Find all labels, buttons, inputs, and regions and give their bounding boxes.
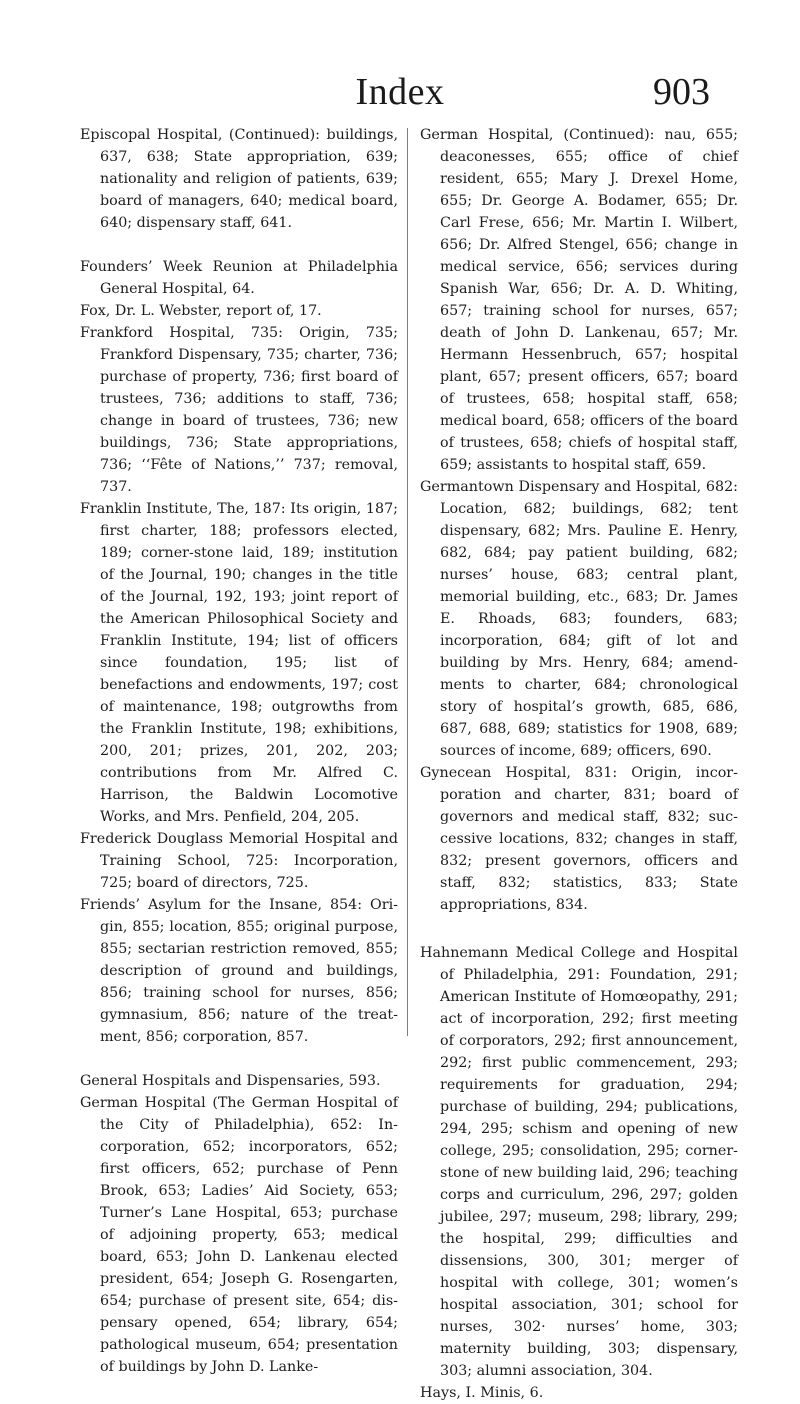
index-entry: General Hospitals and Dispensaries, 593. xyxy=(80,1073,381,1089)
index-entry: Hahnemann Medical College and Hospital of Philadelphia, 291: Foundation, 291; American Institute of Homœopathy, 291; act of incorporation, 292; first meeting of corporators, 292; first announcement, 292; first public commencement, 293; requirements for graduation, 294; purchase of building, 294; publications, 294, 295; schism and opening of new college, 295; consolidation, 295; corner-stone of new building laid, 296; teaching corps and curriculum, 296, 297; golden jubilee, 297; museum, 298; library, 299; the hospital, 299; difficulties and dissensions, 300, 301; merger of hospital with college, 301; women’s hospital association, 301; school for nurses, 302· nurses’ home, 303; maternity building, 303; dispensary, 303; alumni association, 304. xyxy=(420,945,738,1379)
page-number: 903 xyxy=(653,71,710,113)
right-column xyxy=(420,124,738,1404)
index-entry: Frankford Hospital, 735: Origin, 735; Frankford Dispensary, 735; charter, 736; purchase of property, 736; first board of trustees, 736; additions to staff, 736; change in board of trustees, 736; new buildings, 736; State appropriations, 736; ‘‘Fête of Nations,’’ 737; removal, 737. xyxy=(80,325,398,495)
index-entry: Hays, I. Minis, 6. xyxy=(420,1385,544,1401)
index-entry: Fox, Dr. L. Webster, report of, 17. xyxy=(80,303,322,319)
index-entry: Gynecean Hospital, 831: Origin, incorporation and charter, 831; board of governors and medical staff, 832; successive locations, 832; changes in staff, 832; present governors, officers and staff, 832; statistics, 833; State appropriations, 834. xyxy=(420,765,738,913)
index-entry: Friends’ Asylum for the Insane, 854: Origin, 855; location, 855; original purpose, 855; sectarian restriction removed, 855; description of ground and buildings, 856; training school for nurses, 856; gymnasium, 856; nature of the treatment, 856; corporation, 857. xyxy=(80,897,398,1045)
index-entry: Germantown Dispensary and Hospital, 682: Location, 682; buildings, 682; tent dispensary, 682; Mrs. Pauline E. Henry, 682, 684; pay patient building, 682; nurses’ house, 683; central plant, memorial building, etc., 683; Dr. James E. Rhoads, 683; founders, 683; incorporation, 684; gift of lot and building by Mrs. Henry, 684; amendments to charter, 684; chronological story of hospital’s growth, 685, 686, 687, 688, 689; statistics for 1908, 689; sources of income, 689; officers, 690. xyxy=(420,479,738,759)
index-entry: Founders’ Week Reunion at Philadelphia General Hospital, 64. xyxy=(80,259,398,297)
index-entry: Franklin Institute, The, 187: Its origin, 187; first charter, 188; professors elected, 189; corner-stone laid, 189; institution of the Journal, 190; changes in the title of the Journal, 192, 193; joint report of the American Philosophical Society and Franklin Institute, 194; list of officers since foundation, 195; list of benefactions and endowments, 197; cost of maintenance, 198; outgrowths from the Franklin Institute, 198; exhibitions, 200, 201; prizes, 201, 202, 203; contributions from Mr. Alfred C. Harrison, the Baldwin Locomotive Works, and Mrs. Penfield, 204, 205. xyxy=(80,501,398,825)
column-divider xyxy=(407,128,408,1036)
running-title: Index xyxy=(355,71,445,113)
index-entry: Episcopal Hospital, (Continued): buildings, 637, 638; State appropriation, 639; nationality and religion of patients, 639; board of managers, 640; medical board, 640; dispensary staff, 641. xyxy=(80,127,398,231)
index-entry: German Hospital (The German Hospital of the City of Philadelphia), 652: Incorporation, 652; incorporators, 652; first officers, 652; purchase of Penn Brook, 653; Ladies’ Aid Society, 653; Turner’s Lane Hospital, 653; purchase of adjoining property, 653; medical board, 653; John D. Lankenau elected president, 654; Joseph G. Rosengarten, 654; purchase of present site, 654; dispensary opened, 654; library, 654; pathological museum, 654; presentation of buildings by John D. Lanke- xyxy=(80,1095,398,1375)
index-entry: German Hospital, (Continued): nau, 655; deaconesses, 655; office of chief resident, 655; Mary J. Drexel Home, 655; Dr. George A. Bodamer, 655; Dr. Carl Frese, 656; Mr. Martin I. Wilbert, 656; Dr. Alfred Stengel, 656; change in medical service, 656; services during Spanish War, 656; Dr. A. D. Whiting, 657; training school for nurses, 657; death of John D. Lankenau, 657; Mr. Hermann Hessenbruch, 657; hospital plant, 657; present officers, 657; board of trustees, 658; hospital staff, 658; medical board, 658; officers of the board of trustees, 658; chiefs of hospital staff, 659; assistants to hospital staff, 659. xyxy=(420,127,738,473)
left-column xyxy=(80,124,398,1378)
index-entry: Frederick Douglass Memorial Hospital and Training School, 725: Incorporation, 725; board of directors, 725. xyxy=(80,831,398,891)
